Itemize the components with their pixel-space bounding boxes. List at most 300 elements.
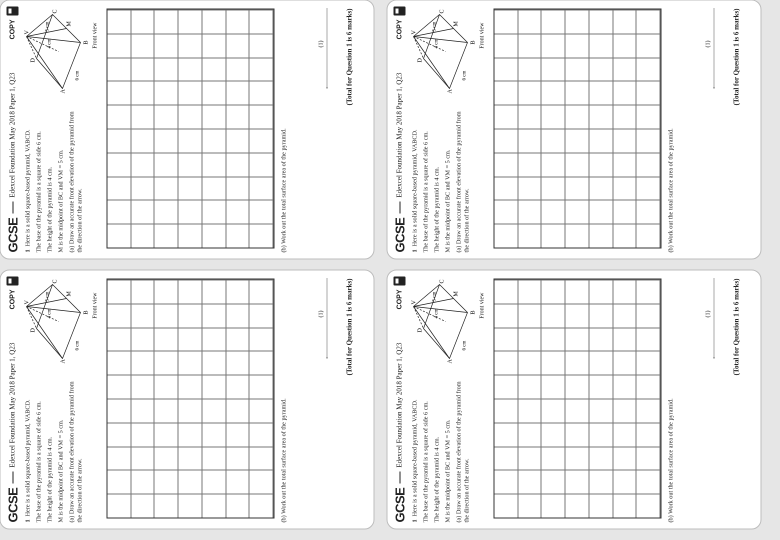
grid-cell[interactable] [518,494,542,518]
grid-cell[interactable] [226,327,250,351]
grid-cell[interactable] [202,81,226,105]
grid-cell[interactable] [179,57,203,81]
grid-cell[interactable] [108,224,132,248]
grid-cell[interactable] [131,152,155,176]
grid-cell[interactable] [566,129,590,153]
grid-cell[interactable] [589,303,613,327]
grid-cell[interactable] [179,494,203,518]
grid-cell[interactable] [495,105,519,129]
grid-cell[interactable] [226,224,250,248]
grid-cell[interactable] [518,224,542,248]
grid-cell[interactable] [155,10,179,34]
grid-cell[interactable] [108,176,132,200]
grid-cell[interactable] [250,422,274,446]
grid-cell[interactable] [131,280,155,304]
grid-cell[interactable] [518,303,542,327]
grid-cell[interactable] [226,375,250,399]
grid-cell[interactable] [495,280,519,304]
grid-cell[interactable] [131,470,155,494]
grid-cell[interactable] [613,10,637,34]
grid-cell[interactable] [542,33,566,57]
grid-cell[interactable] [589,81,613,105]
grid-cell[interactable] [518,57,542,81]
grid-cell[interactable] [131,303,155,327]
grid-cell[interactable] [202,351,226,375]
grid-cell[interactable] [566,176,590,200]
grid-cell[interactable] [108,10,132,34]
grid-cell[interactable] [226,446,250,470]
grid-cell[interactable] [108,81,132,105]
copy-tag: COPY [9,19,16,40]
grid-cell[interactable] [637,494,661,518]
grid-cell[interactable] [155,33,179,57]
grid-cell[interactable] [518,33,542,57]
grid-cell[interactable] [131,422,155,446]
grid-cell[interactable] [155,200,179,224]
grid-cell[interactable] [613,200,637,224]
grid-cell[interactable] [226,494,250,518]
grid-cell[interactable] [589,446,613,470]
grid-cell[interactable] [542,81,566,105]
grid-cell[interactable] [589,375,613,399]
grid-cell[interactable] [637,57,661,81]
grid-cell[interactable] [202,33,226,57]
grid-cell[interactable] [226,152,250,176]
grid-cell[interactable] [155,494,179,518]
grid-cell[interactable] [613,280,637,304]
grid-cell[interactable] [155,303,179,327]
grid-cell[interactable] [542,200,566,224]
grid-cell[interactable] [108,303,132,327]
grid-cell[interactable] [250,152,274,176]
answer-grid[interactable] [494,279,662,519]
grid-cell[interactable] [179,152,203,176]
grid-cell[interactable] [155,375,179,399]
grid-cell[interactable] [518,399,542,423]
grid-cell[interactable] [202,303,226,327]
grid-cell[interactable] [566,10,590,34]
grid-cell[interactable] [613,129,637,153]
grid-cell[interactable] [131,129,155,153]
grid-cell[interactable] [179,351,203,375]
grid-cell[interactable] [131,200,155,224]
copy-tag: COPY [9,289,16,310]
grid-cell[interactable] [108,375,132,399]
grid-cell[interactable] [155,446,179,470]
grid-cell[interactable] [202,129,226,153]
grid-cell[interactable] [613,57,637,81]
answer-line[interactable] [714,9,715,89]
grid-cell[interactable] [179,375,203,399]
grid-cell[interactable] [108,351,132,375]
grid-cell[interactable] [250,303,274,327]
grid-cell[interactable] [131,399,155,423]
grid-cell[interactable] [589,224,613,248]
answer-grid[interactable] [107,279,275,519]
grid-cell[interactable] [250,57,274,81]
grid-cell[interactable] [226,399,250,423]
grid-cell[interactable] [566,152,590,176]
grid-cell[interactable] [637,280,661,304]
grid-cell[interactable] [613,422,637,446]
grid-cell[interactable] [566,399,590,423]
grid-cell[interactable] [108,494,132,518]
grid-cell[interactable] [250,224,274,248]
part-b-text: (b) Work out the total surface area of the pyramid. [280,398,288,523]
grid-cell[interactable] [613,399,637,423]
grid-cell[interactable] [566,33,590,57]
grid-cell[interactable] [613,446,637,470]
grid-cell[interactable] [131,351,155,375]
grid-cell[interactable] [518,200,542,224]
grid-cell[interactable] [155,399,179,423]
grid-cell[interactable] [226,129,250,153]
grid-cell[interactable] [495,327,519,351]
grid-cell[interactable] [179,81,203,105]
grid-cell[interactable] [637,81,661,105]
grid-cell[interactable] [637,399,661,423]
grid-cell[interactable] [179,327,203,351]
grid-cell[interactable] [566,303,590,327]
grid-cell[interactable] [179,10,203,34]
question-text [412,373,475,523]
answer-line[interactable] [714,279,715,359]
grid-cell[interactable] [155,224,179,248]
grid-cell[interactable] [542,399,566,423]
grid-cell[interactable] [131,446,155,470]
grid-cell[interactable] [202,176,226,200]
answer-line[interactable] [327,279,328,359]
grid-cell[interactable] [566,446,590,470]
grid-cell[interactable] [108,327,132,351]
grid-cell[interactable] [566,494,590,518]
grid-cell[interactable] [613,303,637,327]
grid-cell[interactable] [202,224,226,248]
grid-cell[interactable] [589,105,613,129]
grid-cell[interactable] [179,470,203,494]
grid-cell[interactable] [155,422,179,446]
grid-cell[interactable] [495,152,519,176]
grid-cell[interactable] [589,422,613,446]
grid-cell[interactable] [202,446,226,470]
grid-cell[interactable] [518,176,542,200]
grid-cell[interactable] [250,105,274,129]
grid-cell[interactable] [155,351,179,375]
grid-cell[interactable] [542,494,566,518]
grid-cell[interactable] [518,446,542,470]
grid-cell[interactable] [226,351,250,375]
grid-cell[interactable] [250,351,274,375]
grid-cell[interactable] [108,422,132,446]
grid-cell[interactable] [589,200,613,224]
grid-cell[interactable] [495,375,519,399]
exam-reference: Edexcel Foundation May 2018 Paper 1, Q23 [8,342,17,468]
grid-cell[interactable] [250,10,274,34]
grid-cell[interactable] [131,224,155,248]
grid-cell[interactable] [542,224,566,248]
grid-cell[interactable] [542,446,566,470]
grid-cell[interactable] [155,280,179,304]
grid-cell[interactable] [250,399,274,423]
grid-cell[interactable] [108,280,132,304]
grid-cell[interactable] [131,375,155,399]
grid-cell[interactable] [179,176,203,200]
grid-cell[interactable] [179,446,203,470]
grid-cell[interactable] [155,327,179,351]
grid-cell[interactable] [589,57,613,81]
grid-cell[interactable] [518,105,542,129]
grid-cell[interactable] [589,33,613,57]
grid-cell[interactable] [495,399,519,423]
grid-cell[interactable] [131,57,155,81]
grid-cell[interactable] [179,422,203,446]
grid-cell[interactable] [566,200,590,224]
grid-cell[interactable] [250,280,274,304]
grid-cell[interactable] [589,176,613,200]
grid-cell[interactable] [131,494,155,518]
grid-cell[interactable] [637,33,661,57]
grid-cell[interactable] [202,327,226,351]
grid-cell[interactable] [179,224,203,248]
grid-cell[interactable] [179,105,203,129]
grid-cell[interactable] [518,327,542,351]
grid-cell[interactable] [589,280,613,304]
grid-cell[interactable] [566,57,590,81]
grid-cell[interactable] [226,470,250,494]
grid-cell[interactable] [108,152,132,176]
grid-cell[interactable] [613,152,637,176]
grid-cell[interactable] [637,446,661,470]
grid-cell[interactable] [637,470,661,494]
grid-cell[interactable] [495,10,519,34]
grid-cell[interactable] [226,10,250,34]
label-a: A [60,359,67,364]
label-slant: 5 cm [45,291,51,302]
calculator-icon [7,7,19,16]
grid-cell[interactable] [155,152,179,176]
question-line-2: The height of the pyramid is 4 cm. [46,436,54,523]
grid-cell[interactable] [613,494,637,518]
question-number: 1 [24,249,32,253]
grid-cell[interactable] [250,446,274,470]
grid-cell[interactable] [542,176,566,200]
grid-cell[interactable] [637,129,661,153]
grid-cell[interactable] [155,470,179,494]
grid-cell[interactable] [202,375,226,399]
grid-cell[interactable] [108,446,132,470]
grid-cell[interactable] [226,81,250,105]
grid-cell[interactable] [108,129,132,153]
grid-cell[interactable] [250,33,274,57]
grid-cell[interactable] [108,470,132,494]
grid-cell[interactable] [589,494,613,518]
grid-cell[interactable] [542,375,566,399]
grid-cell[interactable] [637,224,661,248]
grid-cell[interactable] [131,327,155,351]
grid-cell[interactable] [250,129,274,153]
grid-cell[interactable] [108,105,132,129]
grid-cell[interactable] [637,422,661,446]
grid-cell[interactable] [637,200,661,224]
grid-cell[interactable] [202,494,226,518]
grid-cell[interactable] [226,57,250,81]
grid-cell[interactable] [495,446,519,470]
grid-cell[interactable] [518,280,542,304]
grid-cell[interactable] [108,57,132,81]
grid-cell[interactable] [566,422,590,446]
grid-cell[interactable] [637,351,661,375]
grid-cell[interactable] [250,176,274,200]
grid-cell[interactable] [566,81,590,105]
grid-cell[interactable] [566,105,590,129]
grid-cell[interactable] [179,399,203,423]
grid-cell[interactable] [566,280,590,304]
grid-cell[interactable] [542,10,566,34]
answer-grid[interactable] [107,9,275,249]
grid-cell[interactable] [542,327,566,351]
grid-cell[interactable] [589,327,613,351]
grid-cell[interactable] [226,280,250,304]
grid-cell[interactable] [518,152,542,176]
grid-cell[interactable] [589,152,613,176]
grid-cell[interactable] [155,129,179,153]
grid-cell[interactable] [202,399,226,423]
grid-cell[interactable] [202,57,226,81]
grid-cell[interactable] [637,327,661,351]
grid-cell[interactable] [202,470,226,494]
grid-cell[interactable] [202,105,226,129]
answer-line[interactable] [327,9,328,89]
grid-cell[interactable] [542,105,566,129]
grid-cell[interactable] [518,10,542,34]
grid-cell[interactable] [566,351,590,375]
grid-cell[interactable] [155,105,179,129]
grid-cell[interactable] [637,105,661,129]
grid-cell[interactable] [518,351,542,375]
grid-cell[interactable] [566,327,590,351]
grid-cell[interactable] [589,10,613,34]
grid-cell[interactable] [108,33,132,57]
grid-cell[interactable] [250,327,274,351]
grid-cell[interactable] [108,200,132,224]
grid-cell[interactable] [566,224,590,248]
grid-cell[interactable] [613,224,637,248]
grid-cell[interactable] [179,303,203,327]
grid-cell[interactable] [589,351,613,375]
grid-cell[interactable] [613,81,637,105]
grid-cell[interactable] [613,33,637,57]
grid-cell[interactable] [542,129,566,153]
grid-cell[interactable] [226,200,250,224]
grid-cell[interactable] [179,33,203,57]
grid-cell[interactable] [202,200,226,224]
grid-cell[interactable] [518,129,542,153]
grid-cell[interactable] [495,176,519,200]
grid-cell[interactable] [589,399,613,423]
grid-cell[interactable] [613,375,637,399]
grid-cell[interactable] [495,81,519,105]
grid-cell[interactable] [495,470,519,494]
grid-cell[interactable] [542,351,566,375]
grid-cell[interactable] [179,280,203,304]
grid-cell[interactable] [495,303,519,327]
grid-cell[interactable] [518,81,542,105]
grid-cell[interactable] [250,375,274,399]
grid-cell[interactable] [495,351,519,375]
grid-cell[interactable] [131,81,155,105]
grid-cell[interactable] [637,176,661,200]
grid-cell[interactable] [226,422,250,446]
grid-cell[interactable] [542,152,566,176]
grid-cell[interactable] [542,280,566,304]
grid-cell[interactable] [131,10,155,34]
grid-cell[interactable] [155,81,179,105]
grid-cell[interactable] [108,399,132,423]
grid-cell[interactable] [226,105,250,129]
answer-grid[interactable] [494,9,662,249]
grid-cell[interactable] [566,470,590,494]
grid-cell[interactable] [202,10,226,34]
grid-cell[interactable] [202,152,226,176]
grid-cell[interactable] [613,105,637,129]
grid-cell[interactable] [637,10,661,34]
grid-cell[interactable] [495,224,519,248]
grid-cell[interactable] [613,470,637,494]
grid-cell[interactable] [589,129,613,153]
grid-cell[interactable] [202,422,226,446]
grid-cell[interactable] [518,422,542,446]
grid-cell[interactable] [518,470,542,494]
grid-cell[interactable] [495,200,519,224]
grid-cell[interactable] [250,81,274,105]
grid-cell[interactable] [589,470,613,494]
grid-cell[interactable] [202,280,226,304]
grid-cell[interactable] [226,33,250,57]
grid-cell[interactable] [613,327,637,351]
grid-cell[interactable] [226,303,250,327]
label-slant: 5 cm [45,21,51,32]
calculator-icon [394,277,406,286]
grid-cell[interactable] [179,200,203,224]
grid-cell[interactable] [613,351,637,375]
grid-cell[interactable] [155,176,179,200]
grid-cell[interactable] [495,33,519,57]
grid-cell[interactable] [495,494,519,518]
grid-cell[interactable] [518,375,542,399]
grid-cell[interactable] [637,303,661,327]
grid-cell[interactable] [250,200,274,224]
grid-cell[interactable] [542,303,566,327]
grid-cell[interactable] [179,129,203,153]
grid-cell[interactable] [131,105,155,129]
grid-cell[interactable] [131,176,155,200]
grid-cell[interactable] [637,375,661,399]
grid-cell[interactable] [495,422,519,446]
grid-cell[interactable] [495,57,519,81]
grid-cell[interactable] [250,494,274,518]
grid-cell[interactable] [637,152,661,176]
grid-cell[interactable] [542,57,566,81]
grid-cell[interactable] [226,176,250,200]
grid-cell[interactable] [131,33,155,57]
grid-cell[interactable] [155,57,179,81]
grid-cell[interactable] [495,129,519,153]
grid-cell[interactable] [542,422,566,446]
grid-cell[interactable] [250,470,274,494]
grid-cell[interactable] [566,375,590,399]
grid-cell[interactable] [542,470,566,494]
grid-cell[interactable] [613,176,637,200]
